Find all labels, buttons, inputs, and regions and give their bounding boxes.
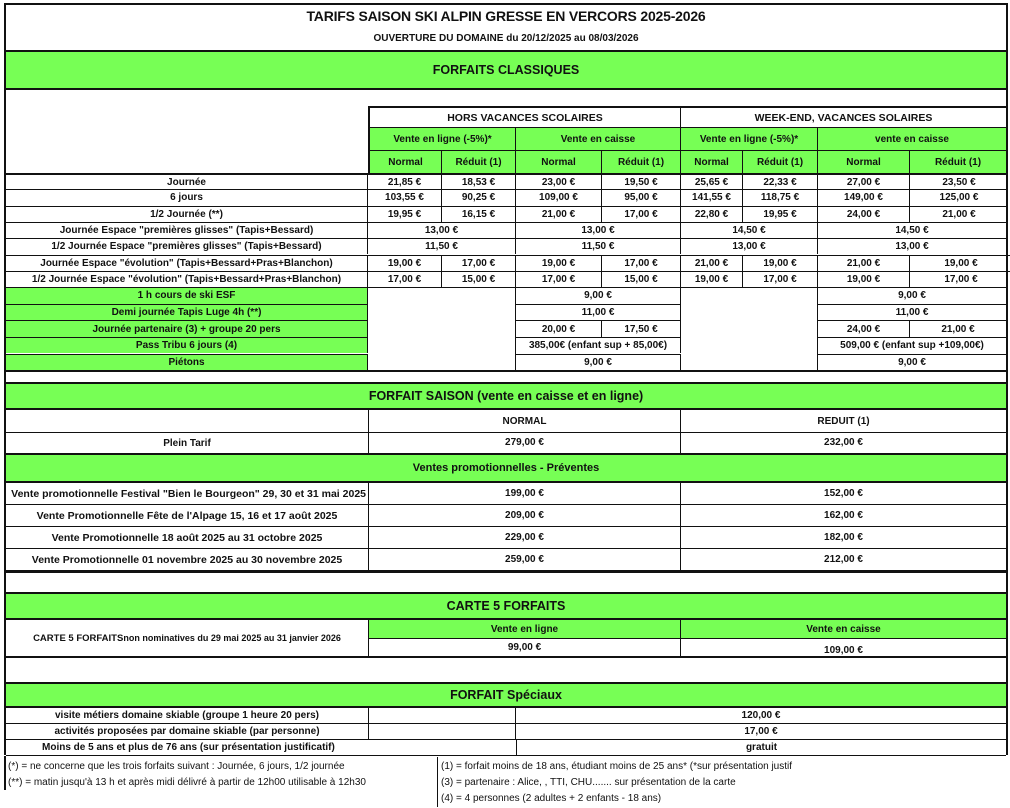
row-label: 1/2 Journée Espace "premières glisses" (Tapis+Bessard) xyxy=(6,238,368,254)
price-cell: 22,33 € xyxy=(743,173,818,189)
extra-price: 24,00 € xyxy=(818,320,910,337)
rate-header: Normal xyxy=(681,150,743,173)
special-row-blank xyxy=(369,708,516,724)
price-cell: 17,00 € xyxy=(602,255,681,271)
rate-header: Normal xyxy=(818,150,910,173)
channel-hors-en-ligne: Vente en ligne (-5%)* xyxy=(368,127,516,150)
extra-price: 509,00 € (enfant sup +109,00€) xyxy=(818,337,1008,354)
row-label: 1/2 Journée (**) xyxy=(6,206,368,222)
promo-normal: 199,00 € xyxy=(369,483,681,505)
carte5-value-en-ligne: 99,00 € xyxy=(369,639,681,658)
channel-hors-caisse: Vente en caisse xyxy=(516,127,681,150)
price-cell: 17,00 € xyxy=(743,271,818,287)
extra-price: 9,00 € xyxy=(818,354,1008,371)
promo-normal: 209,00 € xyxy=(369,505,681,527)
rate-header: Réduit (1) xyxy=(442,150,516,173)
price-cell: 15,00 € xyxy=(602,271,681,287)
period-hors-vacances: HORS VACANCES SCOLAIRES xyxy=(368,106,681,127)
extra-price: 9,00 € xyxy=(516,354,681,371)
price-cell-merged: 14,50 € xyxy=(818,222,1008,238)
price-cell: 17,00 € xyxy=(516,271,602,287)
carte5-label xyxy=(6,620,369,658)
row-label: 6 jours xyxy=(6,189,368,205)
page-title: TARIFS SAISON SKI ALPIN GRESSE EN VERCORS 2025-2026 xyxy=(306,8,706,24)
price-cell-merged: 14,50 € xyxy=(681,222,818,238)
price-cell: 149,00 € xyxy=(818,189,910,205)
channel-we-en-ligne: Vente en ligne (-5%)* xyxy=(681,127,818,150)
promo-reduit: 212,00 € xyxy=(681,549,1006,571)
price-cell: 22,80 € xyxy=(681,206,743,222)
spacer xyxy=(6,572,1006,592)
extra-label: Pass Tribu 6 jours (4) xyxy=(6,337,368,354)
promo-label: Vente promotionnelle Festival "Bien le Bourgeon" 29, 30 et 31 mai 2025 xyxy=(6,483,369,505)
price-cell: 21,85 € xyxy=(368,173,442,189)
price-cell: 109,00 € xyxy=(516,189,602,205)
price-cell: 125,00 € xyxy=(910,189,1008,205)
saison-header-reduit: REDUIT (1) xyxy=(681,410,1006,433)
price-cell: 19,95 € xyxy=(368,206,442,222)
price-cell: 16,15 € xyxy=(442,206,516,222)
section-forfaits-classiques: FORFAITS CLASSIQUES xyxy=(6,50,1006,90)
price-cell: 19,00 € xyxy=(681,271,743,287)
promo-reduit: 162,00 € xyxy=(681,505,1006,527)
plein-tarif-normal: 279,00 € xyxy=(369,432,681,455)
price-cell-merged: 13,00 € xyxy=(681,238,818,254)
price-cell: 19,95 € xyxy=(743,206,818,222)
section-carte-5-forfaits: CARTE 5 FORFAITS xyxy=(6,592,1006,620)
extra-price: 11,00 € xyxy=(516,304,681,321)
extra-price: 11,00 € xyxy=(818,304,1008,321)
special-row-value: 17,00 € xyxy=(516,724,1006,740)
special-row-value: 120,00 € xyxy=(516,708,1006,724)
price-cell: 103,55 € xyxy=(368,189,442,205)
rate-header: Réduit (1) xyxy=(910,150,1008,173)
notes-right-border xyxy=(437,757,439,807)
promo-label: Vente Promotionnelle 18 août 2025 au 31 octobre 2025 xyxy=(6,527,369,549)
saison-header-normal: NORMAL xyxy=(369,410,681,433)
promo-label: Vente Promotionnelle 01 novembre 2025 au 30 novembre 2025 xyxy=(6,549,369,571)
special-row-label: visite métiers domaine skiable (groupe 1 heure 20 pers) xyxy=(6,708,369,724)
extra-price: 385,00€ (enfant sup + 85,00€) xyxy=(516,337,681,354)
special-row-label: Moins de 5 ans et plus de 76 ans (sur présentation justificatif) xyxy=(6,740,516,756)
price-cell: 23,00 € xyxy=(516,173,602,189)
note-4: (4) = 4 personnes (2 adultes + 2 enfants - 18 ans) xyxy=(441,792,662,804)
price-cell: 25,65 € xyxy=(681,173,743,189)
promo-normal: 229,00 € xyxy=(369,527,681,549)
price-cell: 19,50 € xyxy=(602,173,681,189)
extra-label: Piétons xyxy=(6,354,368,371)
price-cell: 21,00 € xyxy=(910,206,1008,222)
extra-price: 20,00 € xyxy=(516,320,602,337)
carte5-label-bold: CARTE 5 FORFAITS xyxy=(33,632,124,644)
carte5-header-en-ligne: Vente en ligne xyxy=(369,620,681,639)
row-label: Journée Espace "premières glisses" (Tapis+Bessard) xyxy=(6,222,368,238)
rate-header: Réduit (1) xyxy=(602,150,681,173)
price-cell: 19,00 € xyxy=(368,255,442,271)
note-1: (1) = forfait moins de 18 ans, étudiant moins de 25 ans* (*sur présentation justif xyxy=(441,760,793,772)
carte5-value-caisse: 109,00 € xyxy=(681,639,1006,658)
price-cell: 17,00 € xyxy=(368,271,442,287)
plein-tarif-reduit: 232,00 € xyxy=(681,432,1006,455)
extra-price: 9,00 € xyxy=(516,287,681,304)
row-label: Journée xyxy=(6,173,368,189)
rate-header: Réduit (1) xyxy=(743,150,818,173)
extra-label: Journée partenaire (3) + groupe 20 pers xyxy=(6,320,368,337)
price-cell: 24,00 € xyxy=(818,206,910,222)
price-cell: 17,00 € xyxy=(442,255,516,271)
promo-normal: 259,00 € xyxy=(369,549,681,571)
price-cell: 21,00 € xyxy=(681,255,743,271)
price-cell: 17,00 € xyxy=(910,271,1010,287)
carte5-label-rest: non nominatives du 29 mai 2025 au 31 janvier 2026 xyxy=(123,633,341,643)
price-cell: 90,25 € xyxy=(442,189,516,205)
price-cell: 18,53 € xyxy=(442,173,516,189)
channel-we-caisse: vente en caisse xyxy=(818,127,1008,150)
row-label: Journée Espace "évolution" (Tapis+Bessard+Pras+Blanchon) xyxy=(6,255,368,271)
promo-label: Vente Promotionnelle Fête de l'Alpage 15, 16 et 17 août 2025 xyxy=(6,505,369,527)
special-row-value: gratuit xyxy=(516,740,1006,756)
extra-price: 21,00 € xyxy=(910,320,1008,337)
rate-header: Normal xyxy=(516,150,602,173)
page-subtitle: OUVERTURE DU DOMAINE du 20/12/2025 au 08/03/2026 xyxy=(373,32,639,44)
note-double-star: (**) = matin jusqu'à 13 h et après midi délivré à partir de 12h00 utilisable à 12h30 xyxy=(8,776,366,788)
price-cell: 19,00 € xyxy=(743,255,818,271)
price-cell: 23,50 € xyxy=(910,173,1008,189)
price-cell-merged: 11,50 € xyxy=(368,238,516,254)
period-weekend-vacances: WEEK-END, VACANCES SOLAIRES xyxy=(681,106,1008,127)
price-cell: 118,75 € xyxy=(743,189,818,205)
price-cell: 95,00 € xyxy=(602,189,681,205)
price-cell: 19,00 € xyxy=(910,255,1010,271)
price-cell-merged: 13,00 € xyxy=(818,238,1008,254)
blank-cell xyxy=(368,287,516,370)
notes-left-border xyxy=(4,756,6,790)
carte5-header-caisse: Vente en caisse xyxy=(681,620,1006,639)
extra-label: 1 h cours de ski ESF xyxy=(6,287,368,304)
price-cell-merged: 11,50 € xyxy=(516,238,681,254)
price-cell: 19,00 € xyxy=(818,271,910,287)
price-cell: 19,00 € xyxy=(516,255,602,271)
spacer xyxy=(6,658,1006,682)
price-cell-merged: 13,00 € xyxy=(516,222,681,238)
special-row-blank xyxy=(369,724,516,740)
plein-tarif-label: Plein Tarif xyxy=(6,432,369,455)
extra-label: Demi journée Tapis Luge 4h (**) xyxy=(6,304,368,321)
price-cell: 27,00 € xyxy=(818,173,910,189)
blank-cell xyxy=(681,287,818,370)
section-forfait-saison: FORFAIT SAISON (vente en caisse et en ligne) xyxy=(6,382,1006,410)
extra-price: 17,50 € xyxy=(602,320,681,337)
saison-header-blank xyxy=(6,410,369,433)
section-forfait-speciaux: FORFAIT Spéciaux xyxy=(6,682,1006,708)
rate-header: Normal xyxy=(368,150,442,173)
note-star: (*) = ne concerne que les trois forfaits suivant : Journée, 6 jours, 1/2 journée xyxy=(8,760,345,772)
note-3: (3) = partenaire : Alice, , TTI, CHU....... sur présentation de la carte xyxy=(441,776,736,788)
extra-price: 9,00 € xyxy=(818,287,1008,304)
promo-reduit: 152,00 € xyxy=(681,483,1006,505)
price-cell: 15,00 € xyxy=(442,271,516,287)
section-ventes-promotionnelles: Ventes promotionnelles - Préventes xyxy=(6,455,1006,483)
price-cell: 141,55 € xyxy=(681,189,743,205)
price-cell: 21,00 € xyxy=(818,255,910,271)
price-cell-merged: 13,00 € xyxy=(368,222,516,238)
promo-reduit: 182,00 € xyxy=(681,527,1006,549)
price-cell: 17,00 € xyxy=(602,206,681,222)
price-cell: 21,00 € xyxy=(516,206,602,222)
row-label: 1/2 Journée Espace "évolution" (Tapis+Bessard+Pras+Blanchon) xyxy=(6,271,368,287)
special-row-label: activités proposées par domaine skiable (par personne) xyxy=(6,724,369,740)
